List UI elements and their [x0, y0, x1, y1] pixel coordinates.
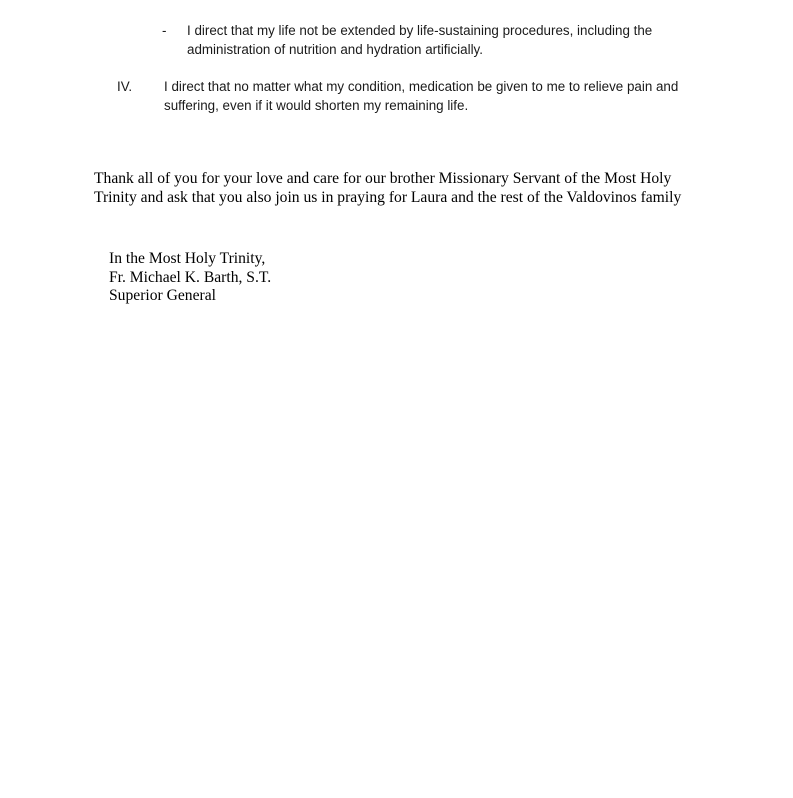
signer-name: Fr. Michael K. Barth, S.T. [109, 268, 272, 286]
directive-bullet-line: administration of nutrition and hydration artificially. [187, 42, 483, 57]
closing-salutation: In the Most Holy Trinity, [109, 250, 266, 267]
list-numeral: IV. [117, 79, 133, 94]
signer-title: Superior General [109, 287, 216, 304]
directive-iv-line: suffering, even if it would shorten my remaining life. [164, 98, 469, 113]
directive-bullet-line: I direct that my life not be extended by life-sustaining procedures, including the [187, 23, 653, 38]
signature-block [109, 250, 509, 306]
thanks-paragraph [94, 170, 744, 207]
bullet-marker: - [162, 23, 167, 38]
thanks-line: Trinity and ask that you also join us in praying for Laura and the rest of the Valdovinos family [94, 188, 682, 206]
directive-bullet-text [187, 21, 707, 59]
thanks-line: Thank all of you for your love and care for our brother Missionary Servant of the Most Holy [94, 170, 672, 187]
directive-iv-text [164, 77, 724, 115]
directive-iv-line: I direct that no matter what my condition, medication be given to me to relieve pain and [164, 79, 679, 94]
